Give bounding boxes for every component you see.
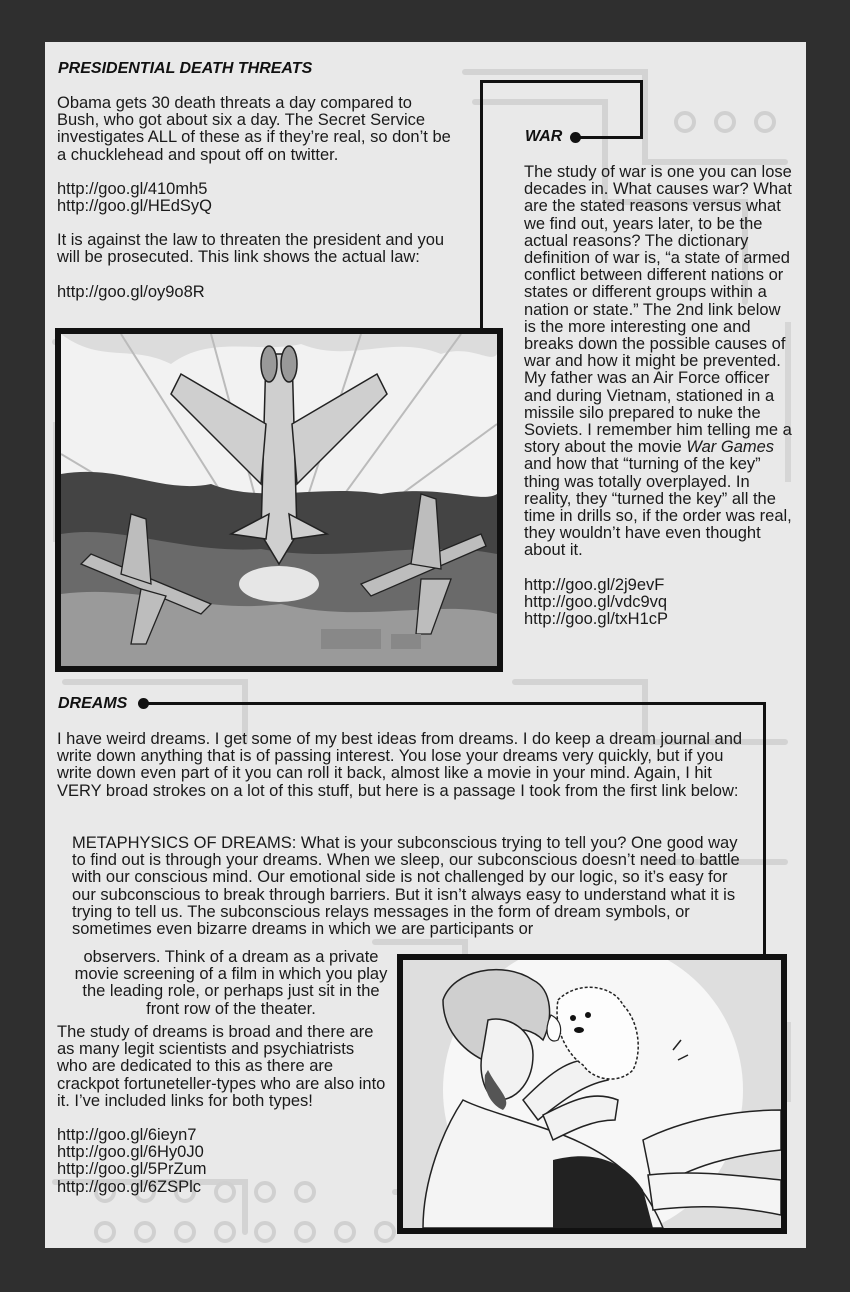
dreamer-with-puppy-illustration [397, 954, 787, 1234]
dreams-link-2[interactable]: http://goo.gl/6Hy0J0 [57, 1143, 204, 1162]
dreams-section [57, 1024, 387, 1196]
dreams-link-3[interactable]: http://goo.gl/5PrZum [57, 1160, 207, 1179]
war-connector-dot [570, 132, 581, 143]
dreamer-drawing [403, 960, 781, 1228]
war-connector-top [480, 80, 642, 83]
death-threats-link-2[interactable]: http://goo.gl/HEdSyQ [57, 197, 213, 216]
war-link-1[interactable]: http://goo.gl/2j9evF [524, 575, 665, 594]
death-threats-paragraph-1: Obama gets 30 death threats a day compared to Bush, who got about six a day. The Secret Service investigates ALL of these as if they’re real, so don’t be a chucklehead and spout off on twitter. [57, 94, 451, 164]
war-paragraph-part-1: The study of war is one you can lose decades in. What causes war? What are the stated reasons versus what we find out, years later, to be the actual reasons? The dictionary definition of war is, “a state of armed conflict between different nations or states or different groups within a nation or state.” The 2nd link below is the more interesting one and breaks down the possible causes of war and how it might be prevented. My father was an Air Force officer and during Vietnam, stationed in a missile silo prepared to nuke the Soviets. I remember him telling me a story about the movie [524, 163, 792, 457]
dreams-paragraph-2: The study of dreams is broad and there are as many legit scientists and psychiatrists who are dedicated to this as there are crackpot fortuneteller-types who are also into it. I’ve included links for both types! [57, 1023, 386, 1110]
war-link-2[interactable]: http://goo.gl/vdc9vq [524, 592, 668, 611]
death-threats-heading: PRESIDENTIAL DEATH THREATS [58, 60, 313, 77]
war-link-3[interactable]: http://goo.gl/txH1cP [524, 610, 668, 629]
dreams-link-1[interactable]: http://goo.gl/6ieyn7 [57, 1126, 197, 1145]
war-section [524, 164, 792, 628]
dreams-quote-full: METAPHYSICS OF DREAMS: What is your subconscious trying to tell you? One good way to find out is through your dreams. When we sleep, our subconscious doesn’t need to battle with our conscious mind. Our emotional side is not challenged by our logic, so it’s easy for our subconscious to break through barriers. But it isn’t always easy to understand what it is trying to tell us. The subconscious relays messages in the form of dream symbols, or sometimes even bizarre dreams in which we are participants or [72, 834, 740, 939]
death-threats-paragraph-2: It is against the law to threaten the president and you will be prosecuted. This link shows the actual law: [57, 231, 445, 267]
dreams-intro-paragraph: I have weird dreams. I get some of my best ideas from dreams. I do keep a dream journal and write down anything that is of passing interest. You lose your dreams very quickly, but if you write down even part of it you can roll it back, almost like a movie in your mind. Again, I hit VERY broad strokes on a lot of this stuff, but here is a passage I took from the first link below: [57, 730, 743, 800]
war-paragraph-part-2: and how that “turning of the key” thing was totally overplayed. In reality, they “turned the key” all the time in drills so, if the order was real, they wouldn’t have even thought about it. [524, 455, 792, 560]
war-heading: WAR [525, 128, 563, 145]
death-threats-link-3[interactable]: http://goo.gl/oy9o8R [57, 282, 205, 301]
war-paragraph [524, 164, 792, 560]
death-threats-section [57, 95, 457, 301]
war-connector-vertical [480, 81, 483, 331]
jet-fighters-illustration [55, 328, 503, 672]
dreams-connector-top [143, 702, 766, 705]
war-connector-bottom [575, 136, 643, 139]
jet-fighters-drawing [61, 334, 497, 666]
dreams-heading: DREAMS [58, 695, 128, 712]
war-games-title: War Games [686, 438, 775, 457]
dreams-connector-right [763, 702, 766, 958]
dreams-link-4[interactable]: http://goo.gl/6ZSPlc [57, 1177, 201, 1196]
death-threats-link-1[interactable]: http://goo.gl/410mh5 [57, 179, 208, 198]
war-connector-right [640, 80, 643, 137]
page [45, 42, 806, 1248]
dreams-quote-narrow: observers. Think of a dream as a private movie screening of a film in which you play the leading role, or perhaps just sit in the front row of the theater. [74, 948, 388, 1018]
